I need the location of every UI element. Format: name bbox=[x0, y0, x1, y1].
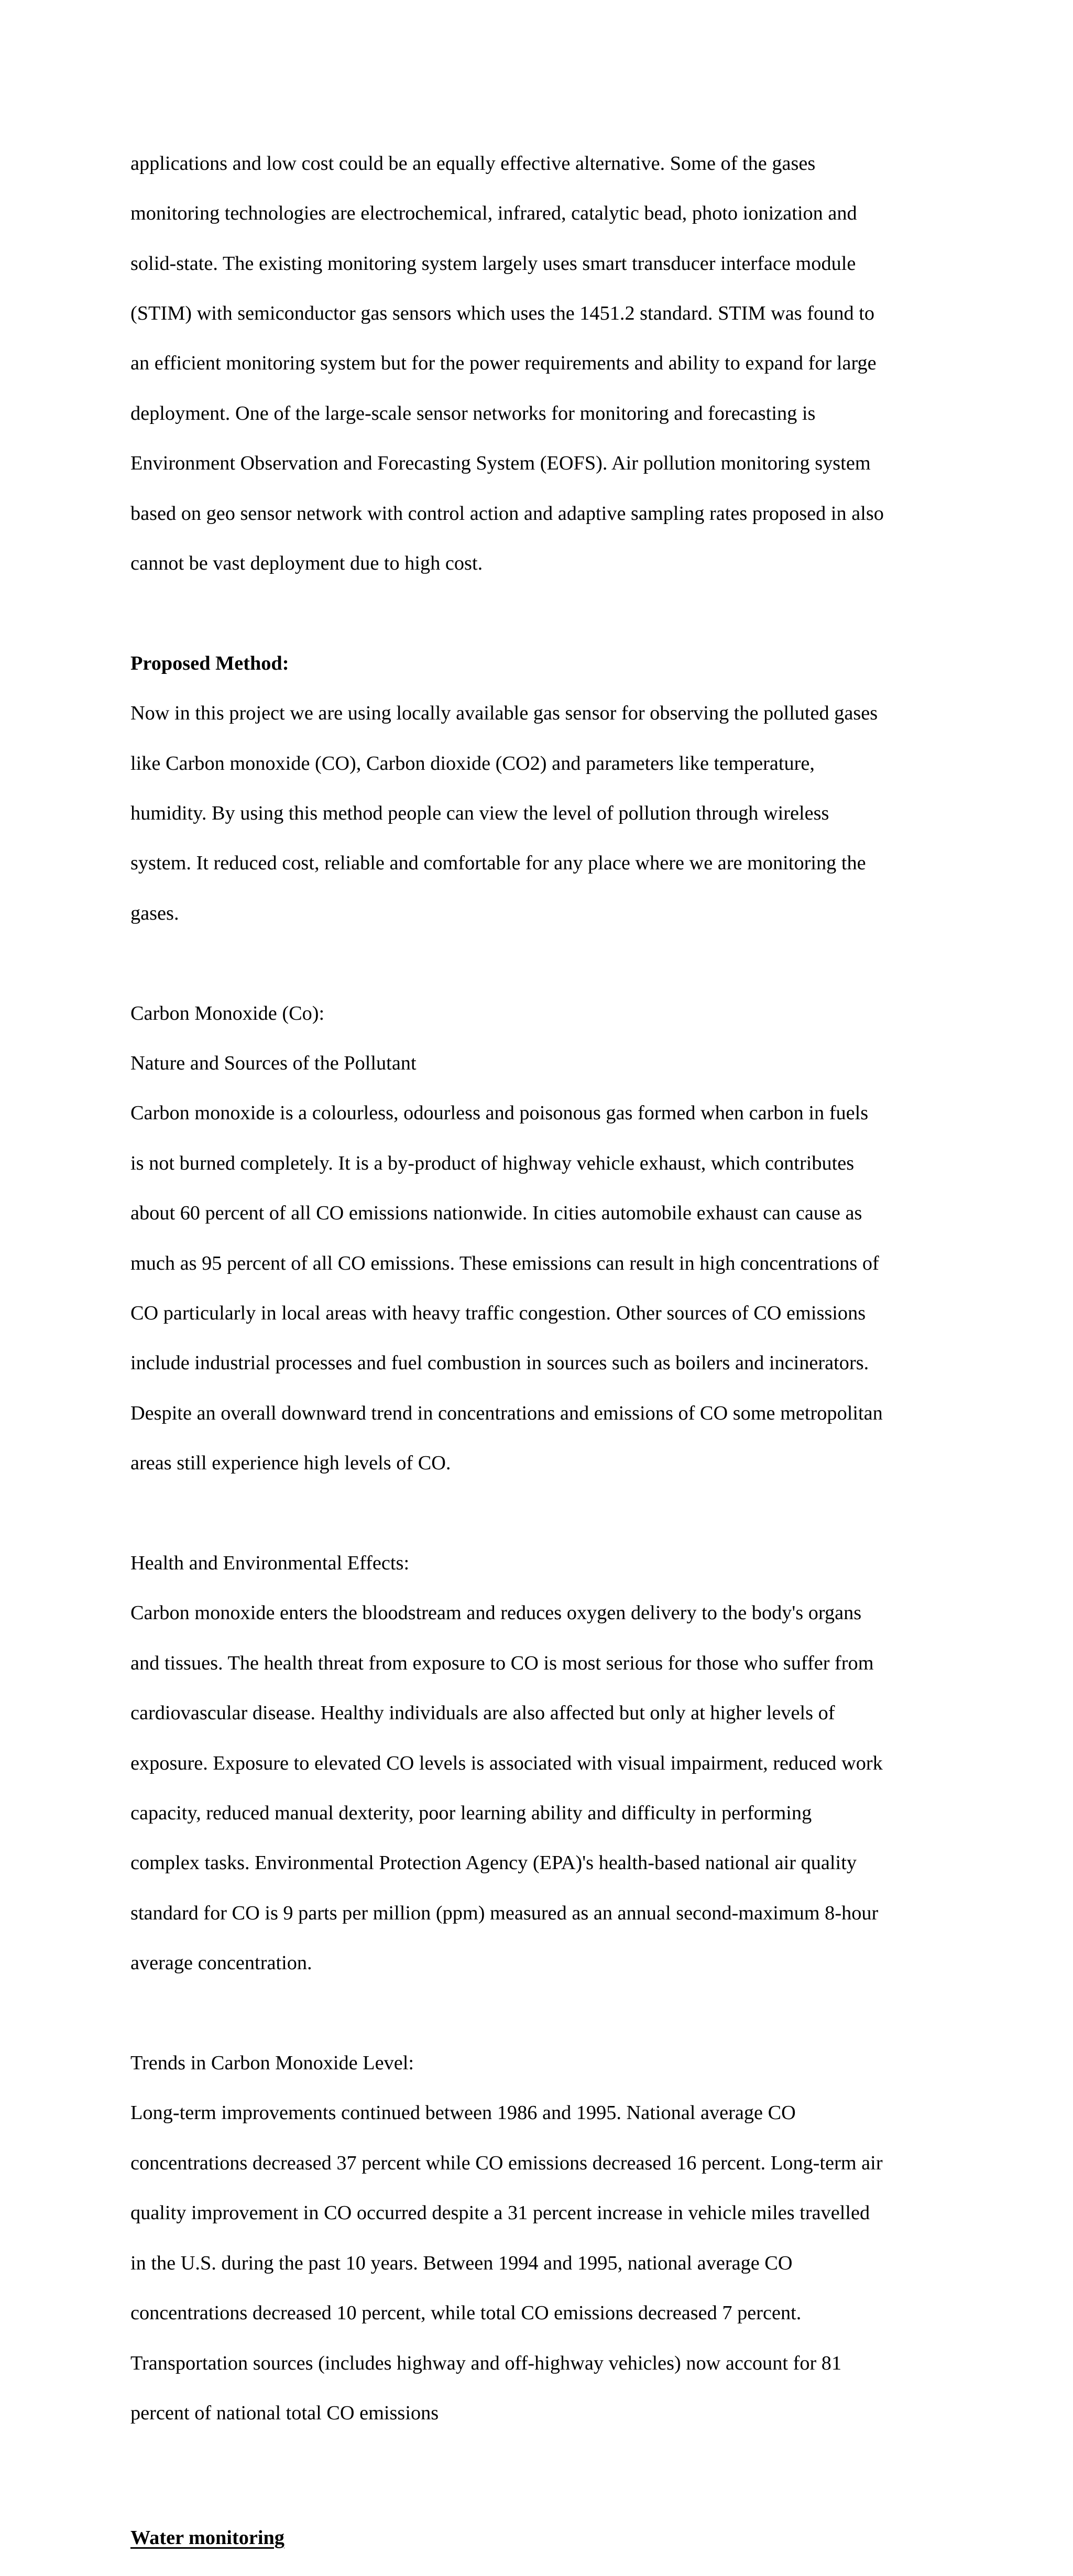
water-monitoring-heading: Water monitoring bbox=[130, 2527, 284, 2549]
text-line: solid-state. The existing monitoring system largely uses smart transducer interface module bbox=[130, 252, 856, 275]
proposed-method-heading: Proposed Method: bbox=[130, 652, 289, 674]
text-line: based on geo sensor network with control action and adaptive sampling rates proposed in also bbox=[130, 502, 884, 525]
paragraph-gap bbox=[130, 2451, 958, 2476]
text-line: average concentration. bbox=[130, 1952, 312, 1974]
text-line: and tissues. The health threat from exposure to CO is most serious for those who suffer from bbox=[130, 1652, 874, 1674]
text-line: Carbon monoxide is a colourless, odourless and poisonous gas formed when carbon in fuels bbox=[130, 1102, 869, 1125]
carbon-monoxide-subheading: Nature and Sources of the Pollutant bbox=[130, 1052, 417, 1074]
text-line: areas still experience high levels of CO. bbox=[130, 1452, 451, 1475]
text-line: monitoring technologies are electrochemical, infrared, catalytic bead, photo ionization and bbox=[130, 202, 857, 225]
text-line: complex tasks. Environmental Protection Agency (EPA)'s health-based national air quality bbox=[130, 1852, 857, 1874]
text-line: deployment. One of the large-scale sensor networks for monitoring and forecasting is bbox=[130, 402, 816, 424]
text-line: applications and low cost could be an equally effective alternative. Some of the gases bbox=[130, 152, 816, 174]
document-body bbox=[130, 126, 958, 2576]
text-line: cannot be vast deployment due to high cost. bbox=[130, 552, 483, 574]
proposed-method-section bbox=[130, 626, 958, 951]
text-line: an efficient monitoring system but for the power requirements and ability to expand for large bbox=[130, 352, 877, 375]
text-line: Carbon monoxide enters the bloodstream and reduces oxygen delivery to the body's organs bbox=[130, 1602, 862, 1624]
text-line: much as 95 percent of all CO emissions. These emissions can result in high concentrations of bbox=[130, 1252, 879, 1274]
text-line: standard for CO is 9 parts per million (ppm) measured as an annual second-maximum 8-hour bbox=[130, 1902, 879, 1924]
text-line: capacity, reduced manual dexterity, poor learning ability and difficulty in performing bbox=[130, 1802, 812, 1825]
text-line: Now in this project we are using locally available gas sensor for observing the polluted gases bbox=[130, 702, 878, 725]
text-line: Long-term improvements continued between 1986 and 1995. National average CO bbox=[130, 2102, 796, 2124]
text-line: quality improvement in CO occurred despite a 31 percent increase in vehicle miles travelled bbox=[130, 2202, 870, 2224]
text-line: system. It reduced cost, reliable and comfortable for any place where we are monitoring the bbox=[130, 852, 866, 875]
text-line: gases. bbox=[130, 902, 179, 924]
text-line: humidity. By using this method people can view the level of pollution through wireless bbox=[130, 802, 829, 824]
text-line: include industrial processes and fuel combustion in sources such as boilers and incinerators. bbox=[130, 1352, 869, 1374]
text-line: concentrations decreased 37 percent while CO emissions decreased 16 percent. Long-term air bbox=[130, 2152, 883, 2174]
text-line: like Carbon monoxide (CO), Carbon dioxide (CO2) and parameters like temperature, bbox=[130, 752, 815, 774]
paragraph-gap bbox=[130, 2001, 958, 2026]
text-line: concentrations decreased 10 percent, while total CO emissions decreased 7 percent. bbox=[130, 2302, 802, 2324]
paragraph-gap bbox=[130, 951, 958, 976]
text-line: about 60 percent of all CO emissions nationwide. In cities automobile exhaust can cause as bbox=[130, 1202, 862, 1225]
paragraph-gap bbox=[130, 601, 958, 626]
text-line: percent of national total CO emissions bbox=[130, 2402, 439, 2424]
carbon-monoxide-section bbox=[130, 976, 958, 1501]
text-line: Environment Observation and Forecasting System (EOFS). Air pollution monitoring system bbox=[130, 452, 871, 475]
health-effects-heading: Health and Environmental Effects: bbox=[130, 1552, 410, 1575]
text-line: is not burned completely. It is a by-product of highway vehicle exhaust, which contributes bbox=[130, 1152, 855, 1174]
text-line: CO particularly in local areas with heavy traffic congestion. Other sources of CO emissions bbox=[130, 1302, 866, 1325]
text-line: exposure. Exposure to elevated CO levels is associated with visual impairment, reduced work bbox=[130, 1752, 883, 1774]
carbon-monoxide-heading: Carbon Monoxide (Co): bbox=[130, 1002, 325, 1024]
text-line: Despite an overall downward trend in concentrations and emissions of CO some metropolitan bbox=[130, 1402, 883, 1424]
paragraph-gap bbox=[130, 2476, 958, 2501]
text-line: Transportation sources (includes highway and off-highway vehicles) now account for 81 bbox=[130, 2352, 842, 2374]
text-line: cardiovascular disease. Healthy individuals are also affected but only at higher levels of bbox=[130, 1702, 835, 1724]
water-monitoring-section bbox=[130, 2501, 958, 2576]
text-line: (STIM) with semiconductor gas sensors which uses the 1451.2 standard. STIM was found to bbox=[130, 302, 874, 324]
intro-paragraph bbox=[130, 126, 958, 601]
paragraph-gap bbox=[130, 1501, 958, 1526]
trends-heading: Trends in Carbon Monoxide Level: bbox=[130, 2052, 414, 2075]
trends-section bbox=[130, 2026, 958, 2451]
health-effects-section bbox=[130, 1526, 958, 2001]
text-line: in the U.S. during the past 10 years. Between 1994 and 1995, national average CO bbox=[130, 2252, 793, 2274]
